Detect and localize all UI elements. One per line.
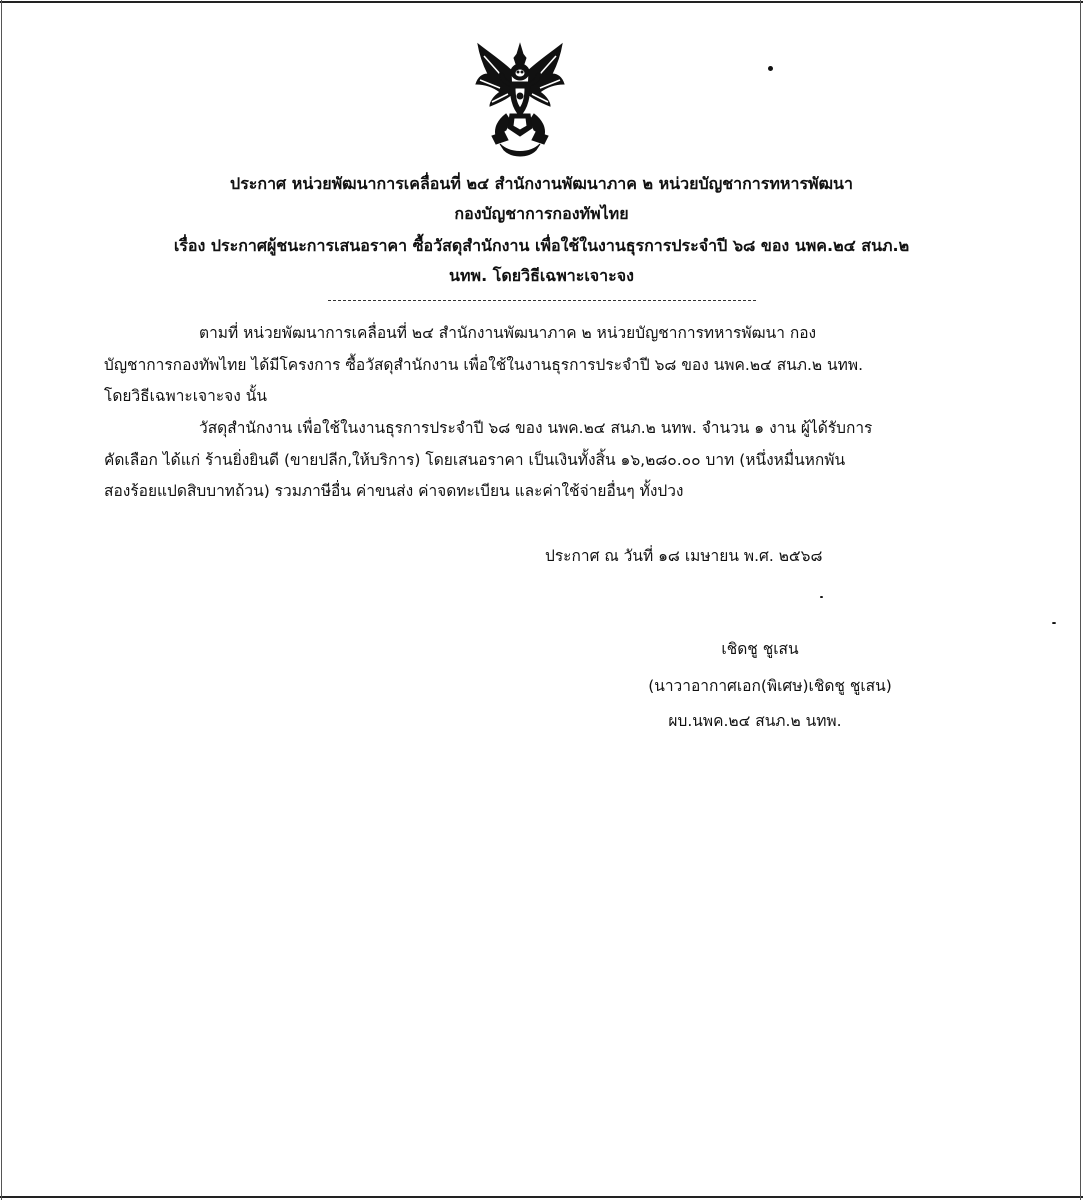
paragraph-2-line-1: วัสดุสำนักงาน เพื่อใช้ในงานธุรการประจำปี ๖๘ ของ นพค.๒๔ สนภ.๒ นทพ. จำนวน ๑ งาน ผู้ได้รับการ xyxy=(199,419,873,437)
paragraph-2-line-2: คัดเลือก ได้แก่ ร้านยิ่งยินดี (ขายปลีก,ให้บริการ) โดยเสนอราคา เป็นเงินทั้งสิ้น ๑๖,๒๘๐.๐๐ บาท (หนึ่งหมื่นหกพัน xyxy=(104,451,846,469)
header-divider xyxy=(328,300,756,301)
announcement-subject: เรื่อง ประกาศผู้ชนะการเสนอราคา ซื้อวัสดุสำนักงาน เพื่อใช้ในงานธุรการประจำปี ๖๘ ของ นพค.๒๔ สนภ.๒ xyxy=(173,236,910,255)
scan-speck xyxy=(820,596,823,598)
paragraph-1-line-2: บัญชาการกองทัพไทย ได้มีโครงการ ซื้อวัสดุสำนักงาน เพื่อใช้ในงานธุรการประจำปี ๖๘ ของ นพค.๒๔ สนภ.๒ นทพ. xyxy=(104,356,864,374)
signer-position: ผบ.นพค.๒๔ สนภ.๒ นทพ. xyxy=(668,712,842,730)
scan-speck xyxy=(768,66,773,71)
scan-border-right xyxy=(1080,0,1081,1200)
announcement-subject-cont: นทพ. โดยวิธีเฉพาะเจาะจง xyxy=(449,266,634,285)
announcement-title: ประกาศ หน่วยพัฒนาการเคลื่อนที่ ๒๔ สำนักงานพัฒนาภาค ๒ หน่วยบัญชาการทหารพัฒนา xyxy=(230,174,853,193)
scan-border-bottom xyxy=(0,1196,1083,1198)
scan-border-left xyxy=(1,0,2,1200)
paragraph-1-line-3: โดยวิธีเฉพาะเจาะจง นั้น xyxy=(104,387,267,405)
signer-full-name-rank: (นาวาอากาศเอก(พิเศษ)เชิดชู ชูเสน) xyxy=(648,677,892,695)
signer-name: เชิดชู ชูเสน xyxy=(721,640,799,658)
paragraph-2-line-3: สองร้อยแปดสิบบาทถ้วน) รวมภาษีอื่น ค่าขนส่ง ค่าจดทะเบียน และค่าใช้จ่ายอื่นๆ ทั้งปวง xyxy=(104,482,684,500)
scan-border-top xyxy=(0,1,1083,3)
announcement-date: ประกาศ ณ วันที่ ๑๘ เมษายน พ.ศ. ๒๕๖๘ xyxy=(545,547,823,565)
paragraph-1-line-1: ตามที่ หน่วยพัฒนาการเคลื่อนที่ ๒๔ สำนักงานพัฒนาภาค ๒ หน่วยบัญชาการทหารพัฒนา กอง xyxy=(199,324,817,342)
scan-speck xyxy=(1052,622,1056,624)
garuda-emblem-icon xyxy=(470,40,570,160)
announcement-office: กองบัญชาการกองทัพไทย xyxy=(454,204,629,223)
